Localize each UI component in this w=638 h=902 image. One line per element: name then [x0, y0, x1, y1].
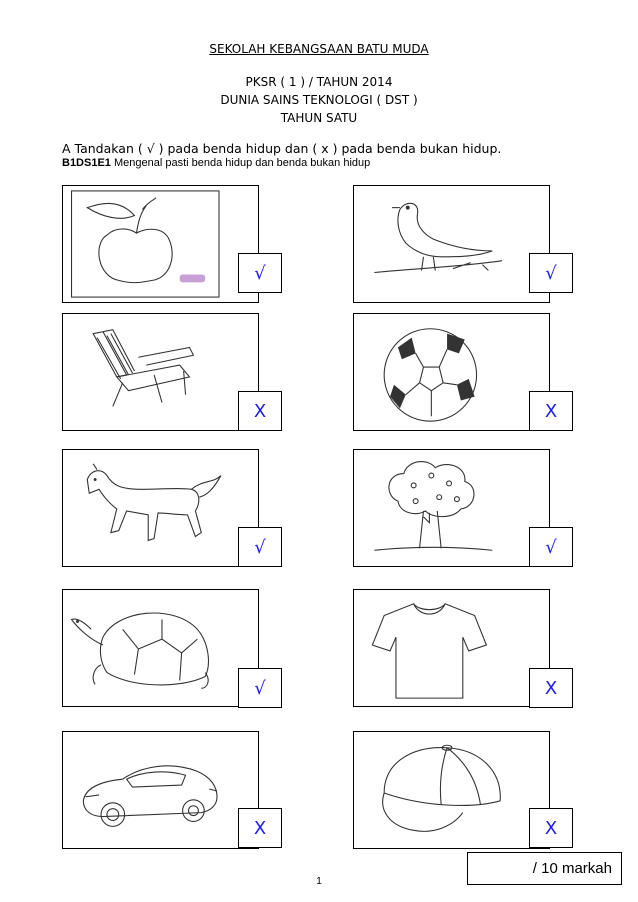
learning-standard	[62, 157, 370, 169]
shirt-picture	[353, 589, 550, 707]
standard-text: Mengenal pasti benda hidup dan benda bukan hidup	[110, 157, 371, 169]
instruction-text: A Tandakan ( √ ) pada benda hidup dan ( x ) pada benda bukan hidup.	[62, 141, 502, 156]
car-picture	[62, 731, 259, 849]
tree-picture	[353, 449, 550, 567]
exam-title: PKSR ( 1 ) / TAHUN 2014	[245, 75, 393, 89]
answer-mark-car[interactable]: X	[238, 808, 282, 848]
answer-mark-bird[interactable]: √	[529, 253, 573, 293]
year-title: TAHUN SATU	[280, 111, 358, 125]
answer-mark-turtle[interactable]: √	[238, 668, 282, 708]
answer-mark-tree[interactable]: √	[529, 527, 573, 567]
bird-picture	[353, 185, 550, 303]
turtle-picture	[62, 589, 259, 707]
answer-mark-chair[interactable]: X	[238, 391, 282, 431]
standard-code: B1DS1E1	[62, 157, 111, 169]
apple-picture	[62, 185, 259, 303]
answer-mark-cap[interactable]: X	[529, 808, 573, 848]
subject-title: DUNIA SAINS TEKNOLOGI ( DST )	[220, 93, 418, 107]
school-name: SEKOLAH KEBANGSAAN BATU MUDA	[209, 42, 429, 56]
answer-mark-apple[interactable]: √	[238, 253, 282, 293]
ball-picture	[353, 313, 550, 431]
score-box[interactable]: / 10 markah	[467, 852, 622, 885]
answer-mark-ball[interactable]: X	[529, 391, 573, 431]
answer-mark-shirt[interactable]: X	[529, 668, 573, 708]
chair-picture	[62, 313, 259, 431]
page-number: 1	[316, 876, 322, 887]
cap-picture	[353, 731, 550, 849]
answer-mark-horse[interactable]: √	[238, 527, 282, 567]
horse-picture	[62, 449, 259, 567]
